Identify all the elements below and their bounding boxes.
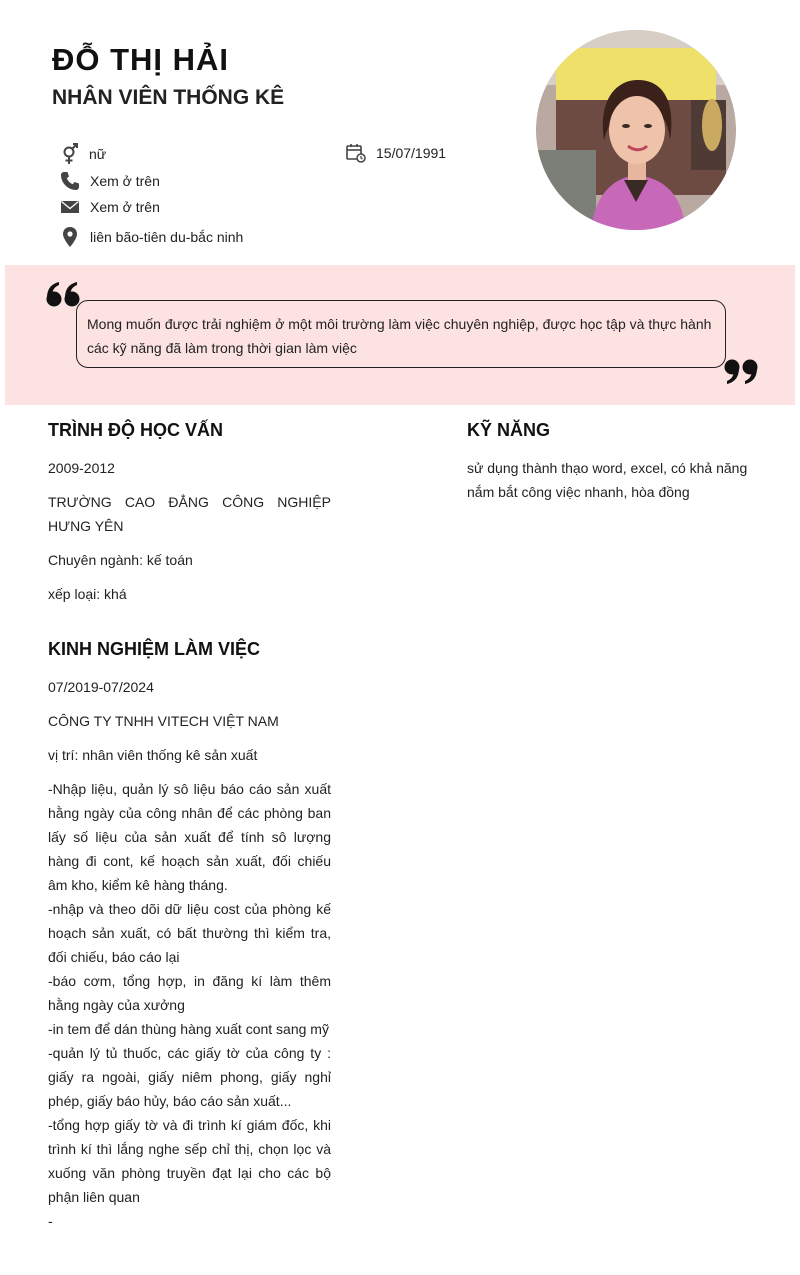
envelope-icon xyxy=(60,199,80,215)
duty-item: -in tem để dán thùng hàng xuất cont sang mỹ xyxy=(48,1021,329,1037)
phone-row xyxy=(60,171,160,191)
calendar-icon xyxy=(346,143,366,163)
quote-close-icon xyxy=(722,358,758,384)
objective-text: Mong muốn được trải nghiệm ở một môi trường làm việc chuyên nghiệp, được học tập và thực hành các kỹ năng đã làm trong thời gian làm việc xyxy=(87,316,712,356)
candidate-title: NHÂN VIÊN THỐNG KÊ xyxy=(52,86,285,109)
email-row xyxy=(60,199,160,215)
objective-box xyxy=(76,300,726,368)
duty-item: -quản lý tủ thuốc, các giấy tờ của công ty : giấy ra ngoài, giấy niêm phong, giấy nghỉ phép, giấy báo hủy, báo cáo sản xuất... xyxy=(48,1045,331,1109)
duty-item: -nhập và theo dõi dữ liệu cost của phòng kế hoạch sản xuất, có bất thường thì kiểm tra, đối chiếu, báo cáo lại xyxy=(48,901,331,965)
education-heading: TRÌNH ĐỘ HỌC VẤN xyxy=(48,420,223,440)
quote-open-icon xyxy=(46,282,82,308)
duty-item: - xyxy=(48,1213,53,1229)
profile-photo xyxy=(536,30,736,230)
duty-item: -báo cơm, tổng hợp, in đăng kí làm thêm hằng ngày của xưởng xyxy=(48,973,331,1013)
experience-duties xyxy=(48,777,331,1233)
candidate-name: ĐỖ THỊ HẢI xyxy=(52,42,230,77)
experience-period: 07/2019-07/2024 xyxy=(48,679,154,695)
location-pin-icon xyxy=(60,226,80,248)
phone-icon xyxy=(60,171,80,191)
education-major: Chuyên ngành: kế toán xyxy=(48,552,193,568)
email-value: Xem ở trên xyxy=(90,199,160,215)
birthdate-row xyxy=(346,143,446,163)
experience-heading: KINH NGHIỆM LÀM VIỆC xyxy=(48,639,261,659)
experience-company: CÔNG TY TNHH VITECH VIỆT NAM xyxy=(48,713,279,729)
skills-text: sử dụng thành thạo word, excel, có khả năng nắm bắt công việc nhanh, hòa đồng xyxy=(467,460,748,500)
address-value: liên bão-tiên du-bắc ninh xyxy=(90,229,244,245)
gender-icon xyxy=(60,143,80,165)
address-row xyxy=(60,226,243,248)
gender-value: nữ xyxy=(89,146,107,162)
phone-value: Xem ở trên xyxy=(90,173,160,189)
skills-heading: KỸ NĂNG xyxy=(467,420,551,440)
gender-row xyxy=(60,143,106,165)
education-period: 2009-2012 xyxy=(48,460,115,476)
education-school: TRƯỜNG CAO ĐẲNG CÔNG NGHIỆP HƯNG YÊN xyxy=(48,494,331,534)
duty-item: -Nhập liệu, quản lý sô liệu báo cáo sản xuất hằng ngày của công nhân để các phòng ban lấy số liệu của sản xuất để tính sô lượng hàng đi cont, kế hoạch sản xuất, đối chiếu âm kho, kiểm kê hàng tháng. xyxy=(48,781,331,893)
duty-item: -tổng hợp giấy tờ và đi trình kí giám đốc, khi trình kí thì lắng nghe sếp chỉ thị, chọn lọc và xuống văn phòng truyền đạt lại cho các bộ phận liên quan xyxy=(48,1117,331,1205)
experience-position: vị trí: nhân viên thống kê sản xuất xyxy=(48,747,258,763)
birthdate-value: 15/07/1991 xyxy=(376,145,447,161)
education-grade: xếp loại: khá xyxy=(48,586,127,602)
